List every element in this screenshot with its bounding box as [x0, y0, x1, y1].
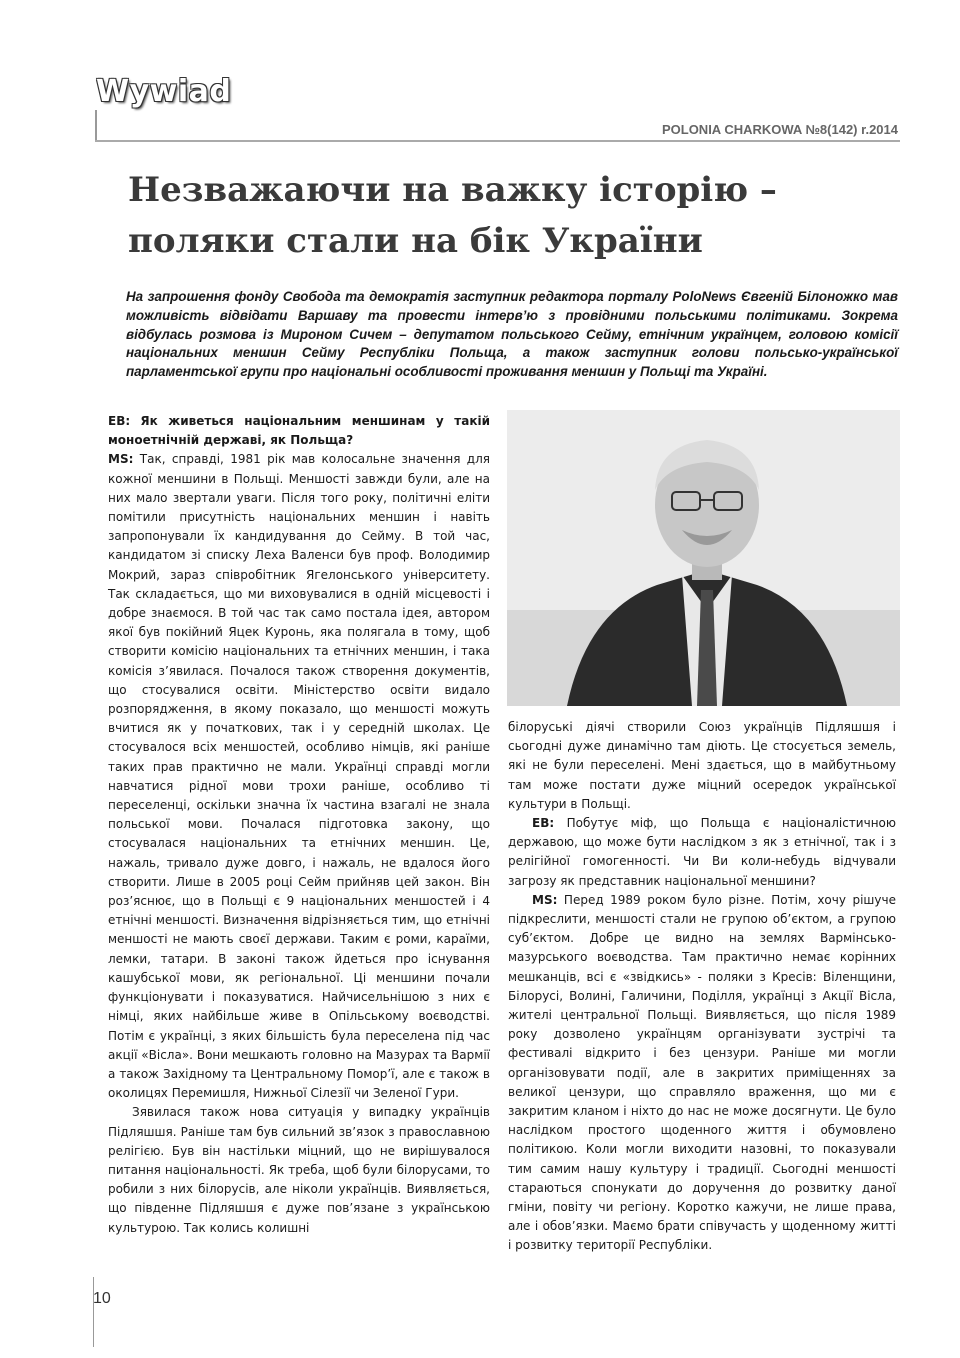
page-number: 10 — [93, 1290, 111, 1307]
question-1-text: Як живеться національним меншинам у такій моноетнічній державі, як Польща? — [108, 414, 490, 448]
answer-2 — [508, 891, 896, 1256]
answer-2-text: Перед 1989 роком було різне. Потім, хочу рішуче підкреслити, меншості стали не групою об’єктом, а групою суб’єктом. Добре це видно на землях Вармінсько-мазурського воєводства. Там практично немає корінних мешканців, всі є «звідкись» - поляки з Кресів: Віленщини, Білорусі, Волині, Галичини, Поділля, українці з Акції Вісла, жителі центральної Польщі. Виявляється, що після 1989 року дозволено українцям організувати зустрічі та фестивалі відкрито і без цензури. Раніше ми могли організовувати події, але в закритих приміщеннях за великої цензури, що справляло враження, що ми є закритим кланом і ніхто до нас не може досягнути. Це було наслідком простого щоденного життя і обумовлено політикою. Коли могли виходити назовні, то показували тим самим нашу культуру і традиції. Сьогодні меншості стараються спонукати до доручення до розвитку даної гміни, повіту чи регіону. Коротко кажучи, не лише права, але і обов’язки. Маємо брати співучасть у щоденному житті і розвитку території Республіки. — [508, 892, 896, 1253]
answer-1 — [108, 450, 490, 1103]
column-right — [508, 718, 896, 1256]
answer-1-end: білоруські діячі створили Союз українців Підляшшя і сьогодні дуже динамічно там діють. Це стосується земель, які не були переселені. Мені здається, що в майбутньому там може постати дуже міцний осередок української культури в Польщі. — [508, 720, 896, 811]
article-title: Незважаючи на важку історію – поляки стали на бік України — [128, 170, 777, 261]
answer-2-label: MS: — [532, 892, 558, 907]
article-lead: На запрошення фонду Свобода та демократія заступник редактора порталу PoloNews Євгеній Білоножко мав можливість відвідати Варшаву та провести інтерв’ю з провідними польськими політиками. Зокрема відбулась розмова із Мироном Сичем – депутатом польського Сейму, етнічним українцем, головою комісії національних меншин Сейму Республіки Польща, а також заступник голови польсько-української парламентської групи про національні особливості проживання меншин у Польщі та Україні. — [126, 289, 898, 380]
question-2 — [508, 814, 896, 891]
answer-1-label: MS: — [108, 452, 134, 467]
portrait-photo — [507, 410, 900, 706]
section-title: Wywiad — [96, 74, 232, 109]
header-rule-vertical — [95, 110, 97, 140]
column-left — [108, 412, 490, 1238]
question-1-label: ЕВ: — [108, 414, 131, 428]
question-2-text: Побутує міф, що Польща є націоналістичною державою, що може бути наслідком з як з етнічної, так і з релігійної гомогенності. Чи Ви коли-небудь відчували загрозу як представник національної меншини? — [508, 816, 896, 888]
question-1 — [108, 412, 490, 450]
footer-rule — [93, 1277, 94, 1347]
question-2-label: ЕВ: — [532, 816, 555, 831]
portrait-illustration — [507, 410, 900, 706]
issue-label: POLONIA CHARKOWA №8(142) r.2014 — [661, 122, 898, 137]
answer-1-continued: Зявилася також нова ситуація у випадку українців Підляшшя. Раніше там був сильний зв’язок з православною релігією. Був він настільки міцний, що не вирішувалося питання національності. Як треба, щоб були білорусами, то робили з них білорусів, але ніколи українців. Виявляється, що південне Підляшшя є дуже пов’язане з українською культурою. Так колись колишні — [108, 1105, 490, 1235]
header-rule-horizontal — [95, 140, 900, 142]
answer-1-text: Так, справді, 1981 рік мав колосальне значення для кожної меншини в Польщі. Меншості завжди були, але на них мало звертали уваги. Після того року, політичні еліти помітили присутність національних меншин і навіть запропонували їх кандидування до Сейму. В той час, кандидатом зі списку Леха Валенси був проф. Володимир Мокрий, зараз співробітник Ягелонського університету. Так складається, що ми виховувалися в одній місцевості і добре знаємося. В той час так само постала ідея, автором якої був покійний Яцек Куронь, яка полягала в тому, щоб створити комісію національних та етнічних меншин, і така комісія з’явилася. Почалося також створення документів, що стосувалися освіти. Міністерство освіти видало розпорядження, в якому показало, що меншості можуть вчитися як у початкових, так і у середній школах. Це стосувалося всіх меншостей, особливо німців, які раніше таких прав практично не мали. Українці справді могли навчатися рідної мови трохи раніше, особливо ті переселенці, оскільки значна їх частина взагалі не знала польської мови. Почалася підготовка закону, що стосувалася національних та етнічних меншин. Це, нажаль, тривало дуже довго, і нажаль, не вдалося його створити. Лише в 2005 році Сейм прийняв цей закон. Він роз’яснює, що в Польщі є 9 національних меншостей і 4 етнічні меншості. Визначення відрізняється тим, що етнічні меншості не мають своєї держави. Таким є роми, караїми, лемки, татари. В законі також йдеться про існування кашубської мови, як регіональної. Ці меншини почали функціонувати і показуватися. Найчисельнішою з них є німці, яких найбільше живе в Опільському воєводстві. Потім є українці, з яких більшість була переселена під час акції «Вісла». Вони мешкають головно на Мазурах та Вармії а також Західному та Центральному Помор’ї, але є також в околицях Перемишля, Нижньої Сілезії чи Зеленої Гури. — [108, 452, 490, 1101]
